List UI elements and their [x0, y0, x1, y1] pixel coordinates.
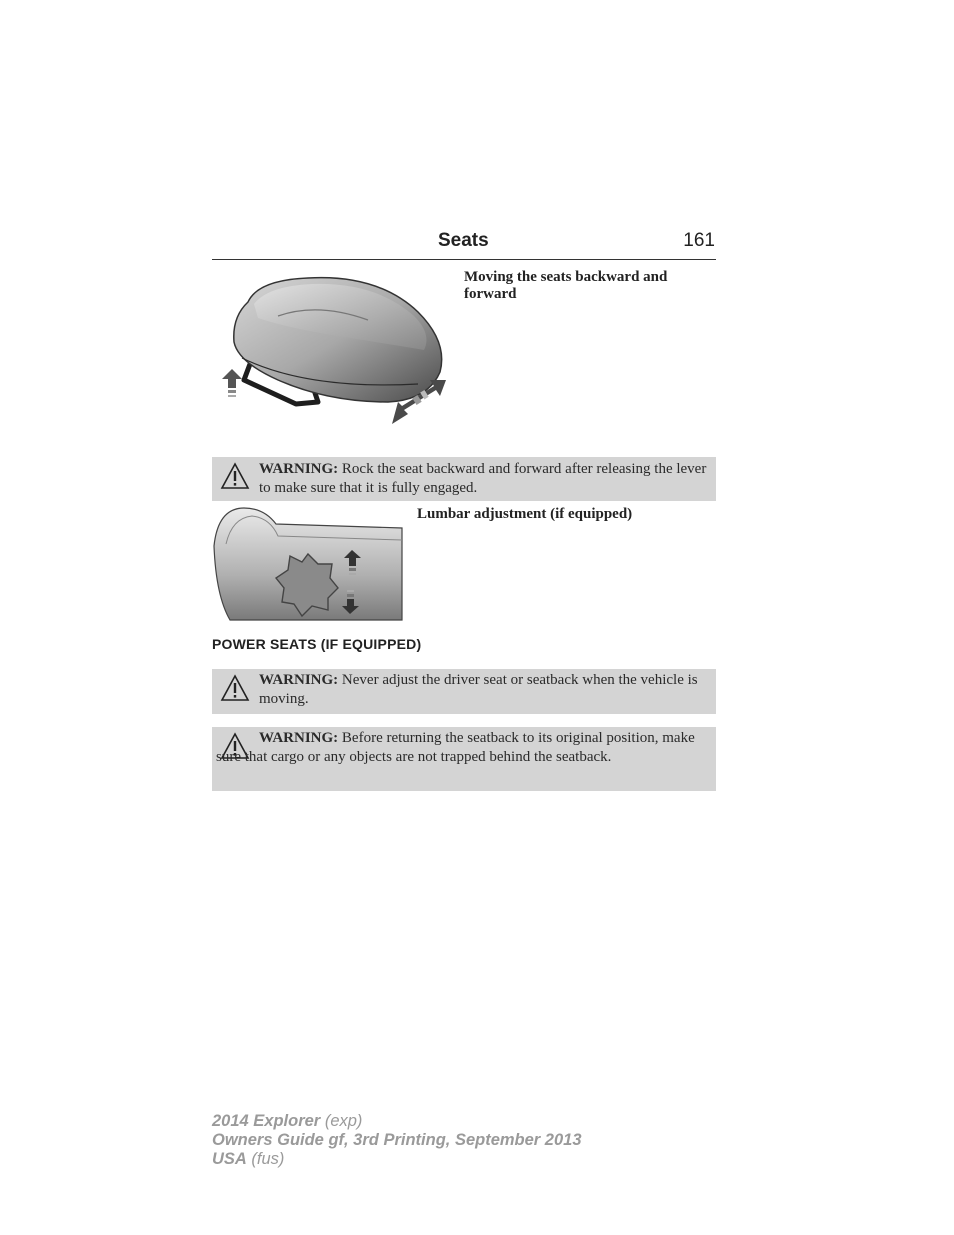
footer-line-2: Owners Guide gf, 3rd Printing, September 2013	[212, 1131, 582, 1149]
page-header	[212, 229, 716, 260]
seat-adjust-illustration	[218, 272, 454, 428]
warning-text: Rock the seat backward and forward after releasing the lever to make sure that it is fully engaged.	[259, 461, 707, 496]
page-title: Seats	[438, 230, 489, 251]
warning-box-2	[212, 669, 716, 714]
lumbar-adjust-illustration	[212, 506, 404, 622]
lift-arrow-icon	[222, 369, 242, 397]
footer-line-3: USA (fus)	[212, 1150, 285, 1168]
warning-triangle-icon	[220, 674, 250, 702]
warning-label: WARNING:	[259, 730, 339, 746]
warning-box-1	[212, 457, 716, 501]
warning-text: Before returning the seatback to its original position, make sure that cargo or any objects are not trapped behind the seatback.	[216, 730, 695, 765]
warning-label: WARNING:	[259, 672, 339, 688]
warning-text: Never adjust the driver seat or seatback when the vehicle is moving.	[259, 672, 698, 707]
warning-box-3	[212, 727, 716, 791]
footer	[212, 1112, 582, 1169]
page-number: 161	[683, 230, 715, 251]
warning-triangle-icon	[220, 462, 250, 490]
figure2-caption: Lumbar adjustment (if equipped)	[417, 506, 633, 522]
figure1-caption: Moving the seats backward and forward	[464, 269, 668, 302]
warning-label: WARNING:	[259, 461, 339, 477]
section-heading: POWER SEATS (IF EQUIPPED)	[212, 636, 422, 652]
footer-line-1: 2014 Explorer (exp)	[212, 1112, 363, 1130]
